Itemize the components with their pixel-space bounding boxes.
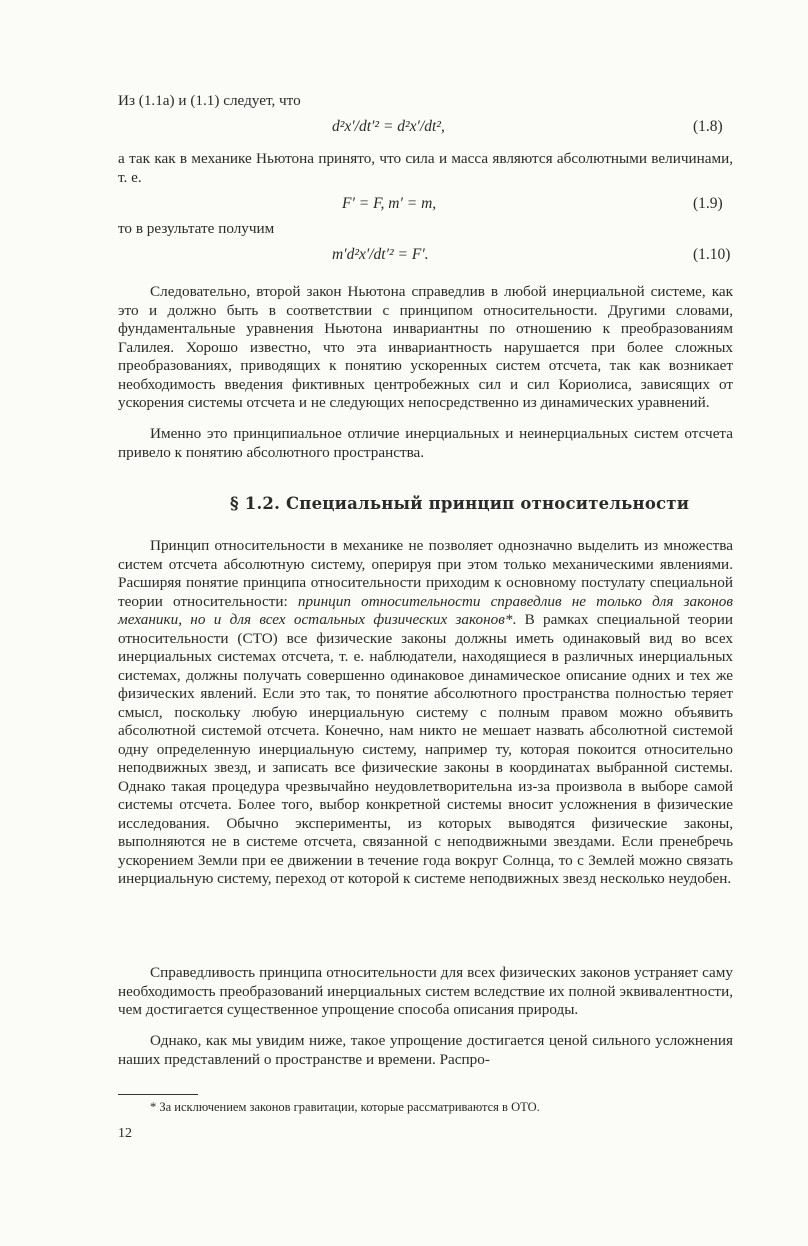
paragraph-relativity-principle <box>118 537 733 889</box>
paragraph-equivalence: Справедливость принципа относительности для всех физических законов устраняет саму необходимость преобразований инерциальных систем вследствие их полной эквивалентности, чем достигается существенное упрощение способа описания природы. <box>118 964 733 1018</box>
equation-1-9: F′ = F, m′ = m, <box>342 195 437 212</box>
paragraph-relativity-part-b: . В рамках специальной теории относительности (СТО) все физические законы должны иметь одинаковый вид во всех инерциальных системах отсчета, т. е. наблюдатели, находящиеся в различных инерциальных системах, должны получать совершенно одинаковое динамическое описание одних и тех же физических явлений. Если это так, то понятие абсолютного пространства полностью теряет смысл, поскольку любую инерциальную систему с полным правом можно объявить абсолютной системой отсчета. Конечно, нам никто не мешает назвать абсолютной системой одну определенную инерциальную систему, например ту, которая покоится относительно неподвижных звезд, и записать все физические законы в координатах выбранной системы. Однако такая процедура чрезвычайно неудовлетворительна из-за произвола в выборе самой системы отсчета. Более того, выбор конкретной системы вносит усложнения в физические исследования. Обычно эксперименты, из которых выводятся физические законы, выполняются не в системе отсчета, связанной с неподвижными звездами. Если пренебречь ускорением Земли при ее движении в течение года вокруг Солнца, то с Землей можно связать инерциальную систему, переход от которой к системе неподвижных звезд несколько неудобен. <box>118 611 733 887</box>
paragraph-absolute-space: Именно это принципиальное отличие инерциальных и неинерциальных систем отсчета привело к понятию абсолютного пространства. <box>118 425 733 461</box>
paragraph-simplification: Однако, как мы увидим ниже, такое упрощение достигается ценой сильного усложнения наших представлений о пространстве и времени. Распро- <box>118 1032 733 1068</box>
equation-1-8: d²x′/dt′² = d²x′/dt², <box>332 118 445 135</box>
intro-line-3: то в результате получим <box>118 220 275 237</box>
page-number: 12 <box>118 1126 132 1141</box>
paragraph-newton-law: Следовательно, второй закон Ньютона справедлив в любой инерциальной системе, как это и должно быть в соответствии с принципом относительности. Другими словами, фундаментальные уравнения Ньютона инвариантны по отношению к преобразованиям Галилея. Хорошо известно, что эта инвариантность нарушается при более сложных преобразованиях, приводящих к понятию ускоренных систем отсчета, так как возникает необходимость введения фиктивных центробежных сил и сил Кориолиса, зависящих от ускорения системы отсчета и не следующих непосредственно из динамических уравнений. <box>118 283 733 411</box>
footnote: * За исключением законов гравитации, которые рассматриваются в ОТО. <box>150 1100 540 1114</box>
postulate-italic: принцип относительности справедлив не только для законов механики, но и для всех остальных физических законов* <box>118 592 733 628</box>
equation-number-1-8: (1.8) <box>693 118 723 135</box>
footnote-divider <box>118 1094 198 1095</box>
paragraph-relativity-part-a: Принцип относительности в механике не позволяет однозначно выделить из множества систем отсчета абсолютную систему, оперируя при этом только механическими явлениями. Расширяя понятие принципа относительности приходим к основному постулату специальной теории относительности: <box>118 537 733 610</box>
equation-1-10: m′d²x′/dt′² = F′. <box>332 246 429 263</box>
section-heading: § 1.2. Специальный принцип относительности <box>230 494 690 513</box>
intro-line-1: Из (1.1а) и (1.1) следует, что <box>118 92 301 109</box>
equation-number-1-9: (1.9) <box>693 195 723 212</box>
intro-line-2: а так как в механике Ньютона принято, что сила и масса являются абсолютными величинами, т. е. <box>118 150 733 186</box>
equation-number-1-10: (1.10) <box>693 246 731 263</box>
